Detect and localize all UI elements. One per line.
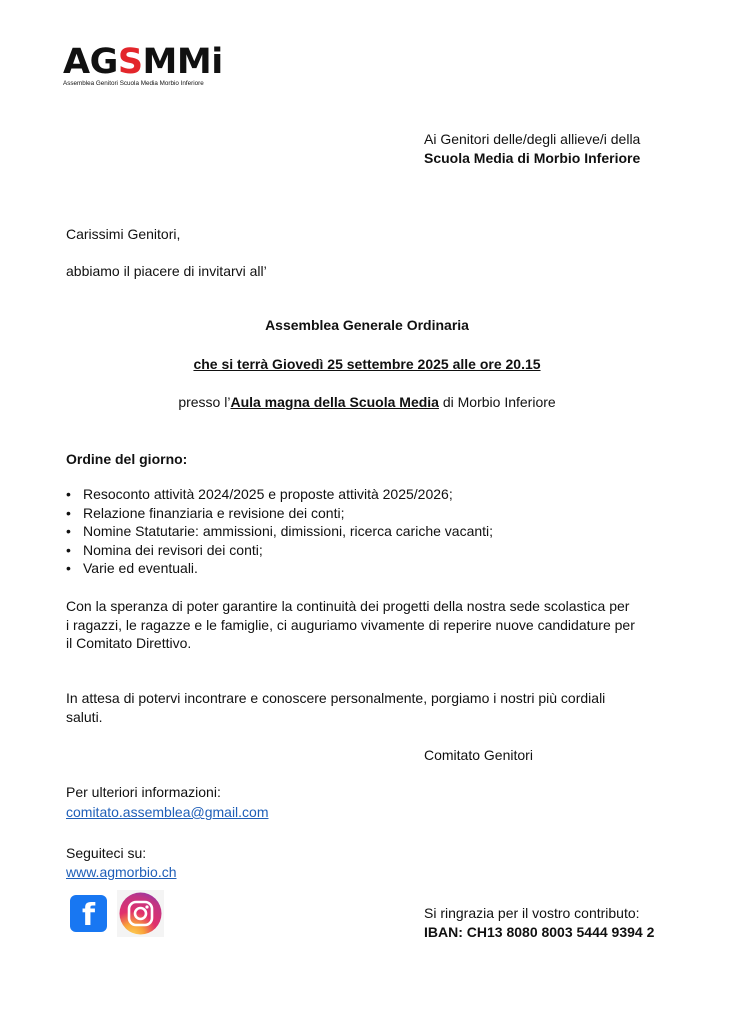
place-suffix: di Morbio Inferiore [438,394,556,410]
event-title: Assemblea Generale Ordinaria [265,317,469,333]
email-link[interactable]: comitato.assemblea@gmail.com [66,804,269,820]
agenda-item: • Nomina dei revisori dei conti; [64,541,493,560]
logo-letters-ag: AG [63,42,118,82]
event-place-line [0,393,734,411]
intro-line: abbiamo il piacere di invitarvi all’ [66,263,267,279]
agenda-item: • Relazione finanziaria e revisione dei conti; [64,504,493,523]
iban: IBAN: CH13 8080 8003 5444 9394 2 [424,924,655,940]
logo-letters-mmi: MMi [142,42,223,82]
place-prefix: presso l’ [178,394,231,410]
agsmmi-logo [63,44,263,94]
paragraph-line: In attesa di potervi incontrare e conoscere personalmente, porgiamo i nostri più cordiali [66,690,606,706]
website-link[interactable]: www.agmorbio.ch [66,864,177,880]
paragraph-closing [66,689,605,726]
facebook-icon[interactable]: f [70,895,107,932]
info-label: Per ulteriori informazioni: [66,784,221,800]
instagram-icon[interactable] [117,890,164,937]
agenda-heading: Ordine del giorno: [66,451,188,467]
donation-thanks: Si ringrazia per il vostro contributo: [424,905,640,921]
event-date-line: che si terrà Giovedì 25 settembre 2025 alle ore 20.15 [193,356,541,372]
instagram-icon-graphic [117,890,164,937]
paragraph-line: il Comitato Direttivo. [66,635,192,651]
address-line-2: Scuola Media di Morbio Inferiore [424,150,641,166]
follow-label: Seguiteci su: [66,845,147,861]
agenda-item: • Varie ed eventuali. [64,559,493,578]
signature: Comitato Genitori [424,747,533,763]
logo-letter-s: S [117,42,143,82]
place-name: Aula magna della Scuola Media [230,394,439,410]
agenda-list [64,485,493,578]
logo-wordmark [63,44,263,80]
paragraph-line: i ragazzi, le ragazze e le famiglie, ci auguriamo vivamente di reperire nuove candidature per [66,616,635,633]
agenda-item: • Resoconto attività 2024/2025 e proposte attività 2025/2026; [64,485,493,504]
address-line-1: Ai Genitori delle/degli allieve/i della [424,131,641,147]
agenda-item: • Nomine Statutarie: ammissioni, dimissioni, ricerca cariche vacanti; [64,522,493,541]
paragraph-line: saluti. [66,708,103,725]
logo-subtitle: Assemblea Genitori Scuola Media Morbio Inferiore [63,80,204,87]
greeting: Carissimi Genitori, [66,226,181,242]
paragraph-line: Con la speranza di poter garantire la continuità dei progetti della nostra sede scolastica per [66,598,630,614]
paragraph-candidature [66,597,635,653]
